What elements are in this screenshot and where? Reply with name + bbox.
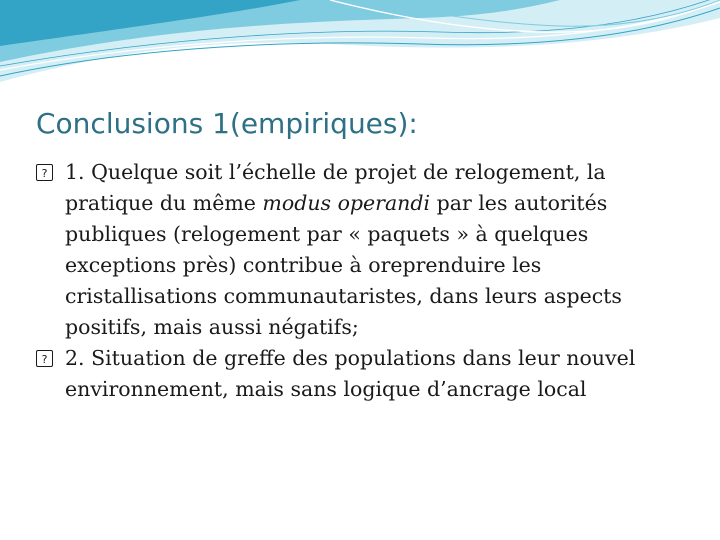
- slide-title: Conclusions 1(empiriques):: [36, 107, 418, 140]
- bullet-1-emphasis: modus operandi: [262, 191, 431, 215]
- missing-glyph-bullet-icon: ?: [36, 164, 53, 181]
- bullet-list: [36, 157, 696, 405]
- bullet-1-text: 1. Quelque soit l’échelle de projet de relogement, la pratique du même: [65, 160, 606, 215]
- bullet-item-1: [36, 157, 696, 343]
- decorative-wave-banner: [0, 0, 720, 110]
- bullet-item-2: [36, 343, 696, 405]
- bullet-1-text-end: par les autorités publiques (relogement par « paquets » à quelques exceptions près) contribue à oreprenduire les cristallisations communautaristes, dans leurs aspects positifs, mais aussi négatifs;: [65, 191, 622, 339]
- bullet-2-text: 2. Situation de greffe des populations dans leur nouvel environnement, mais sans logique d’ancrage local: [65, 346, 636, 401]
- missing-glyph-bullet-icon: ?: [36, 350, 53, 367]
